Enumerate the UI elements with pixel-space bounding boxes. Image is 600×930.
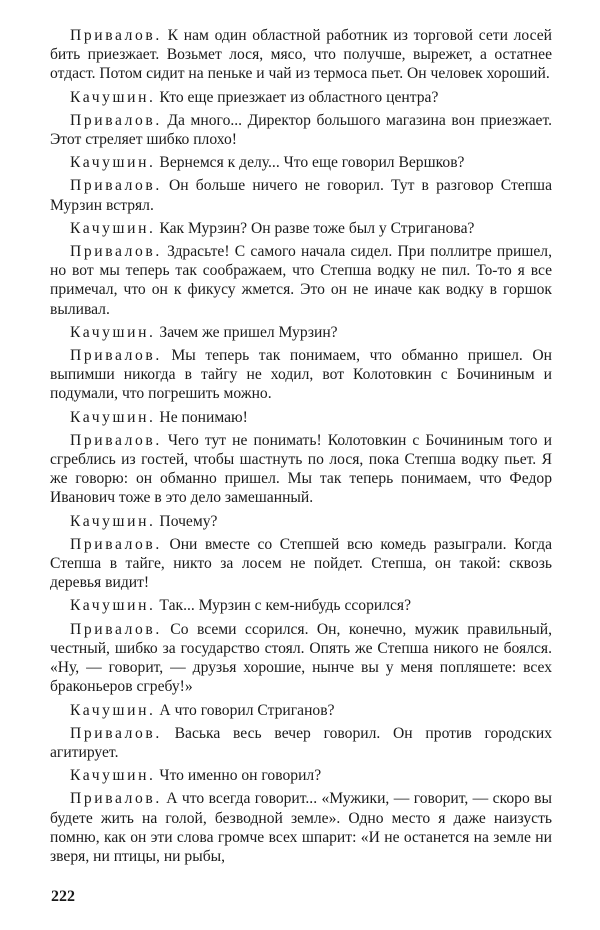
speech-text: Здрасьте! С самого начала сидел. При поллитре пришел, но вот мы теперь так соображаем, что Степша водку не пил. То-то я все примечал, что он к фикусу жмется. Это он не иначе как водку в горшок выливал. bbox=[50, 243, 552, 318]
speaker-name: Привалов. bbox=[70, 177, 162, 195]
paragraph-11 bbox=[50, 431, 552, 508]
speech-text: Так... Мурзин с кем-нибудь ссорился? bbox=[155, 597, 412, 615]
paragraph-12 bbox=[50, 512, 552, 531]
speech-text: Кто еще приезжает из областного центра? bbox=[155, 88, 439, 106]
speaker-name: Привалов. bbox=[70, 431, 162, 449]
speech-text: К нам один областной работник из торговой сети лосей бить приезжает. Возьмет лося, мясо, что получше, вырежет, а остатнее отдаст. Потом сидит на пеньке и чай из термоса пьет. Он человек хороший. bbox=[50, 27, 552, 83]
paragraph-9 bbox=[50, 346, 552, 404]
speech-text: Да много... Директор большого магазина вон приезжает. Этот стреляет шибко плохо! bbox=[50, 111, 552, 149]
speaker-name: Привалов. bbox=[70, 27, 162, 44]
speech-text: Чего тут не понимать! Колотовкин с Бочининым того и сгреблись из гостей, чтобы шастнуть по лося, пока Степша водку пьет. Я же говорю: он обманно пришел. Мы так теперь понимаем, что Федор Иванович тоже в это дело замешанный. bbox=[50, 431, 552, 507]
speech-text: А что всегда говорит... «Мужики, — говорит, — скоро вы будете жить на голой, безводной земле». Одно место я даже наизусть помню, как он эти слова громче всех шпарит: «И не останется на земле ни зверя, ни птицы, ни рыбы, bbox=[50, 790, 552, 865]
speaker-name: Качушин. bbox=[70, 767, 156, 785]
speech-text: Мы теперь так понимаем, что обманно пришел. Он выпимши никогда в тайгу не ходил, вот Колотовкин с Бочининым и подумали, что погрешить можно. bbox=[50, 347, 552, 403]
speech-text: Не понимаю! bbox=[155, 408, 248, 426]
speech-text: Что именно он говорил? bbox=[155, 767, 322, 785]
paragraph-19 bbox=[50, 789, 552, 866]
speaker-name: Качушин. bbox=[70, 512, 156, 530]
speaker-name: Привалов. bbox=[70, 243, 162, 261]
speaker-name: Качушин. bbox=[70, 154, 156, 172]
speaker-name: Привалов. bbox=[70, 790, 162, 808]
paragraph-18 bbox=[50, 766, 552, 785]
paragraph-2 bbox=[50, 88, 552, 107]
paragraph-7 bbox=[50, 242, 552, 319]
paragraph-5 bbox=[50, 176, 552, 214]
paragraph-13 bbox=[50, 535, 552, 593]
speech-text: Как Мурзин? Он разве тоже был у Стриганова? bbox=[155, 219, 475, 237]
paragraph-15 bbox=[50, 620, 552, 697]
speech-text: Зачем же пришел Мурзин? bbox=[155, 323, 338, 341]
speech-text: А что говорил Стриганов? bbox=[155, 701, 335, 719]
speech-text: Вернемся к делу... Что еще говорил Вершков? bbox=[155, 154, 465, 172]
paragraph-10 bbox=[50, 408, 552, 427]
speaker-name: Качушин. bbox=[70, 408, 156, 426]
speaker-name: Привалов. bbox=[70, 347, 162, 365]
speech-text: Со всеми ссорился. Он, конечно, мужик правильный, честный, шибко за государство стоял. Опять же Степша никого не боялся. «Ну, — говорит, — друзья хорошие, нынче вы у меня попляшете: всех браконьеров сгребу!» bbox=[50, 620, 552, 696]
speaker-name: Привалов. bbox=[70, 111, 162, 129]
speaker-name: Привалов. bbox=[70, 620, 162, 638]
speech-text: Васька весь вечер говорил. Он против городских агитирует. bbox=[50, 724, 552, 761]
paragraph-6 bbox=[50, 219, 552, 238]
speaker-name: Качушин. bbox=[70, 597, 156, 615]
speaker-name: Качушин. bbox=[70, 219, 156, 237]
paragraph-3 bbox=[50, 111, 552, 149]
paragraph-4 bbox=[50, 153, 552, 172]
speech-text: Почему? bbox=[155, 512, 218, 530]
page-text bbox=[50, 26, 552, 870]
paragraph-1 bbox=[50, 26, 552, 84]
speaker-name: Качушин. bbox=[70, 88, 156, 106]
speaker-name: Привалов. bbox=[70, 724, 162, 742]
paragraph-16 bbox=[50, 701, 552, 720]
paragraph-8 bbox=[50, 323, 552, 342]
speaker-name: Качушин. bbox=[70, 701, 156, 719]
speaker-name: Привалов. bbox=[70, 535, 162, 553]
speaker-name: Качушин. bbox=[70, 323, 156, 341]
speech-text: Он больше ничего не говорил. Тут в разговор Степша Мурзин встрял. bbox=[50, 177, 552, 214]
speech-text: Они вместе со Степшей всю комедь разыграли. Когда Степша в тайге, никто за лосем не пойдет. Степша, он такой: сквозь деревья видит! bbox=[50, 535, 552, 592]
paragraph-14 bbox=[50, 596, 552, 615]
paragraph-17 bbox=[50, 724, 552, 762]
page-number: 222 bbox=[51, 888, 75, 905]
